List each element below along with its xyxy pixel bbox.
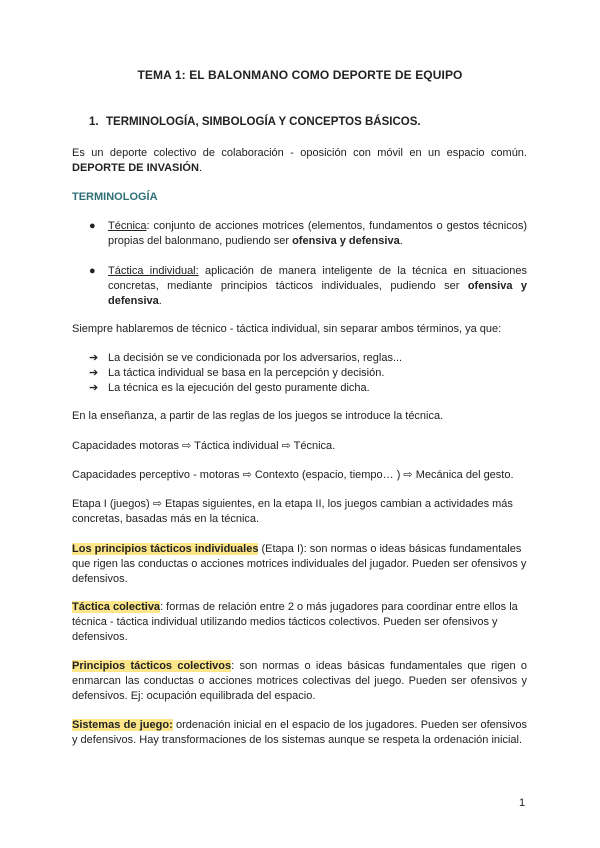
list-item [89,264,527,309]
tactica-colectiva-paragraph [72,600,527,645]
highlighted-term: Los principios tácticos individuales [72,543,259,555]
paragraph-text: : son normas o ideas básicas fundamentales que rigen o enmarcan las conductas o acciones motrices colectivas del juego. Pueden ser ofensivos y defensivos. Ej: ocupación equilibrada del espacio. [72,660,528,702]
capacidades-motoras: Capacidades motoras ⇨ Táctica individual ⇨ Técnica. [72,440,336,452]
arrow-text: La técnica es la ejecución del gesto puramente dicha. [108,382,370,394]
sistemas-paragraph [72,718,527,748]
bullet-term: Técnica [108,220,147,232]
arrow-icon: ➔ [89,382,99,394]
bullet-list [89,219,527,309]
terminologia-heading: TERMINOLOGÍA [72,191,158,203]
highlighted-term: Principios tácticos colectivos [72,660,232,672]
bullet-icon: ● [89,220,96,232]
bullet-bold: ofensiva y defensiva [292,235,400,247]
highlighted-term: Táctica colectiva [72,601,161,613]
bullet-bold: ofensiva y defensiva [108,280,527,307]
ensenanza-paragraph: En la enseñanza, a partir de las reglas de los juegos se introduce la técnica. [72,410,444,422]
siempre-paragraph: Siempre hablaremos de técnico - táctica individual, sin separar ambos términos, ya que: [72,323,502,335]
intro-paragraph [72,146,527,176]
highlighted-term: Sistemas de juego: [72,719,173,731]
list-item [89,366,527,381]
intro-end: . [198,162,202,174]
bullet-term: Táctica individual: [108,265,199,277]
bullet-icon: ● [89,265,96,277]
intro-text: Es un deporte colectivo de colaboración - oposición con móvil en un espacio común. [72,147,527,159]
bullet-end: . [158,295,162,307]
paragraph-text: : formas de relación entre 2 o más jugadores para coordinar entre ellos la técnica - táctica individual utilizando medios tácticos colectivos. Pueden ser ofensivos y defensivos. [72,601,518,643]
bullet-text: : conjunto de acciones motrices (elementos, fundamentos o gestos técnicos) propias del balonmano, pudiendo ser [108,220,527,247]
arrow-text: La decisión se ve condicionada por los adversarios, reglas... [108,352,403,364]
principios-individuales-paragraph [72,542,527,587]
section-number: 1. [89,116,99,128]
arrow-list [89,351,527,396]
page-number: 1 [519,797,526,809]
list-item [89,219,527,249]
bullet-end: . [399,235,403,247]
arrow-icon: ➔ [89,367,99,379]
arrow-icon: ➔ [89,352,99,364]
intro-bold: DEPORTE DE INVASIÓN [72,162,199,174]
list-item [89,351,527,366]
arrow-text: La táctica individual se basa en la percepción y decisión. [108,367,385,379]
etapa-paragraph: Etapa I (juegos) ⇨ Etapas siguientes, en la etapa II, los juegos cambian a actividades más concretas, basadas más en la técnica. [72,498,513,525]
bullet-text: aplicación de manera inteligente de la técnica en situaciones concretas, mediante principios tácticos individuales, pudiendo ser [108,265,527,292]
section-title: TERMINOLOGÍA, SIMBOLOGÍA Y CONCEPTOS BÁSICOS. [106,116,421,128]
paragraph-text: (Etapa I): son normas o ideas básicas fundamentales que rigen las conductas o acciones motrices individuales del jugador. Pueden ser ofensivos y defensivos. [72,543,527,585]
capacidades-perceptivo: Capacidades perceptivo - motoras ⇨ Contexto (espacio, tiempo… ) ⇨ Mecánica del gesto. [72,469,514,481]
document-title: TEMA 1: EL BALONMANO COMO DEPORTE DE EQUIPO [137,68,463,82]
section-heading [89,116,421,128]
principios-colectivos-paragraph [72,659,527,704]
paragraph-text: ordenación inicial en el espacio de los jugadores. Pueden ser ofensivos y defensivos. Hay transformaciones de los sistemas aunque se respeta la ordenación inicial. [72,719,527,746]
list-item [89,381,527,396]
